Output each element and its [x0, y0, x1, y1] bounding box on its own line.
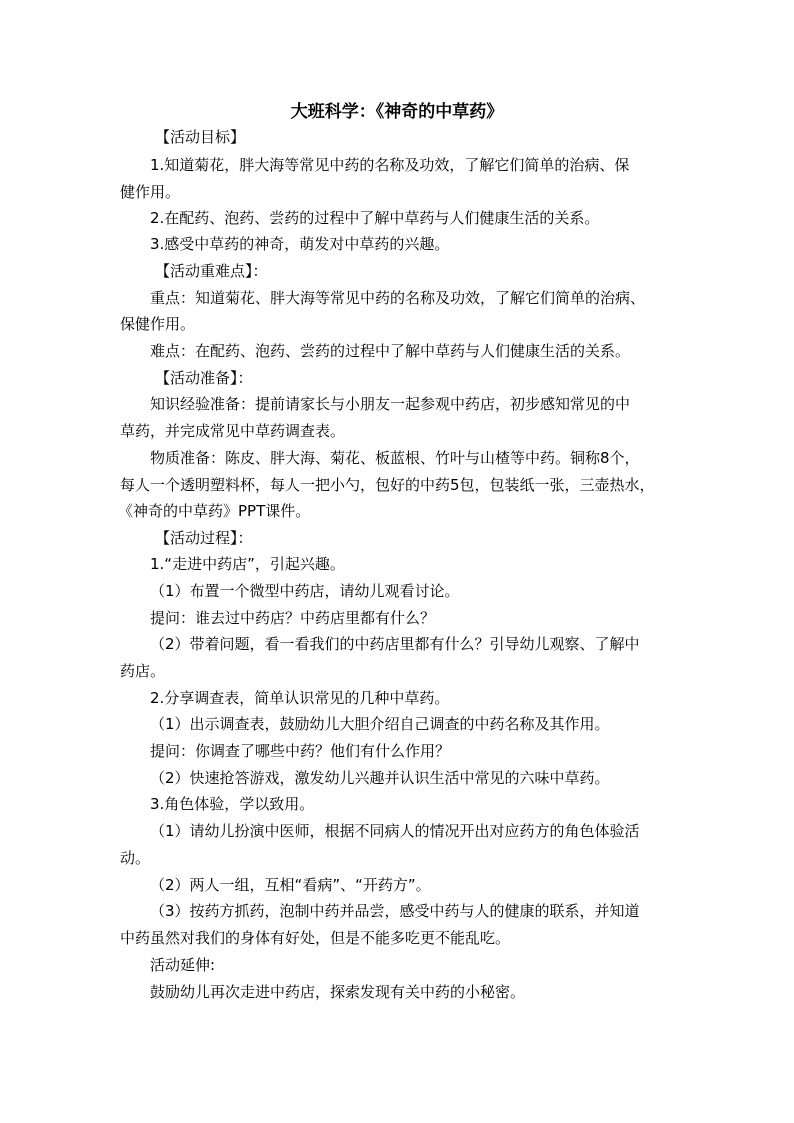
paragraph-line: 1.知道菊花，胖大海等常见中药的名称及功效，了解它们简单的治病、保: [150, 156, 630, 174]
paragraph-line: （1）请幼儿扮演中医师，根据不同病人的情况开出对应药方的角色体验活: [150, 822, 640, 840]
paragraph-line: 2.分享调查表，简单认识常见的几种中草药。: [150, 689, 450, 707]
paragraph-line: 提问：你调查了哪些中药？他们有什么作用？: [150, 742, 451, 760]
paragraph-line: 《神奇的中草药》PPT课件。: [118, 502, 311, 520]
paragraph-line: （2）带着问题，看一看我们的中药店里都有什么？引导幼儿观察、了解中: [150, 635, 640, 653]
section-heading-goals: 【活动目标】: [155, 128, 246, 146]
paragraph-line: 3.角色体验，学以致用。: [150, 795, 315, 813]
paragraph-line: 1.“走进中药店”，引起兴趣。: [150, 555, 345, 573]
section-heading-key-points: 【活动重难点】：: [155, 262, 268, 280]
paragraph-line: （2）快速抢答游戏，激发幼儿兴趣并认识生活中常见的六味中草药。: [150, 769, 610, 787]
paragraph-line: 知识经验准备：提前请家长与小朋友一起参观中药店，初步感知常见的中: [150, 395, 631, 413]
section-heading-process: 【活动过程】：: [155, 529, 253, 547]
paragraph-line: 2.在配药、泡药、尝药的过程中了解中草药与人们健康生活的关系。: [150, 209, 600, 227]
paragraph-line: 动。: [120, 849, 151, 867]
document-title: 大班科学：《神奇的中草药》: [290, 102, 504, 122]
paragraph-line: （1）出示调查表，鼓励幼儿大胆介绍自己调查的中药名称及其作用。: [150, 715, 610, 733]
paragraph-line: 每人一个透明塑料杯，每人一把小勺，包好的中药5包，包装纸一张，三壶热水，: [120, 476, 655, 494]
section-heading-extension: 活动延伸:: [150, 956, 216, 974]
paragraph-line: 提问：谁去过中药店？中药店里都有什么？: [150, 609, 436, 627]
paragraph-line: （3）按药方抓药，泡制中药并品尝，感受中药与人的健康的联系，并知道: [150, 902, 640, 920]
paragraph-line: 难点：在配药、泡药、尝药的过程中了解中草药与人们健康生活的关系。: [150, 342, 631, 360]
section-heading-preparation: 【活动准备】：: [155, 369, 253, 387]
paragraph-line: 健作用。: [120, 183, 181, 201]
paragraph-line: 重点：知道菊花、胖大海等常见中药的名称及功效，了解它们简单的治病、: [150, 289, 646, 307]
paragraph-line: 保健作用。: [120, 315, 196, 333]
paragraph-line: 3.感受中草药的神奇，萌发对中草药的兴趣。: [150, 235, 450, 253]
paragraph-line: 药店。: [120, 662, 166, 680]
paragraph-line: 鼓励幼儿再次走进中药店，探索发现有关中药的小秘密。: [150, 983, 526, 1001]
paragraph-line: 草药，并完成常见中草药调查表。: [120, 422, 346, 440]
paragraph-line: （2）两人一组，互相“看病”、“开药方”。: [150, 876, 431, 894]
paragraph-line: 物质准备：陈皮、胖大海、菊花、板蓝根、竹叶与山楂等中药。铜称8个，: [150, 449, 640, 467]
paragraph-line: （1）布置一个微型中药店，请幼儿观看讨论。: [150, 582, 460, 600]
paragraph-line: 中药虽然对我们的身体有好处，但是不能多吃更不能乱吃。: [120, 929, 511, 947]
